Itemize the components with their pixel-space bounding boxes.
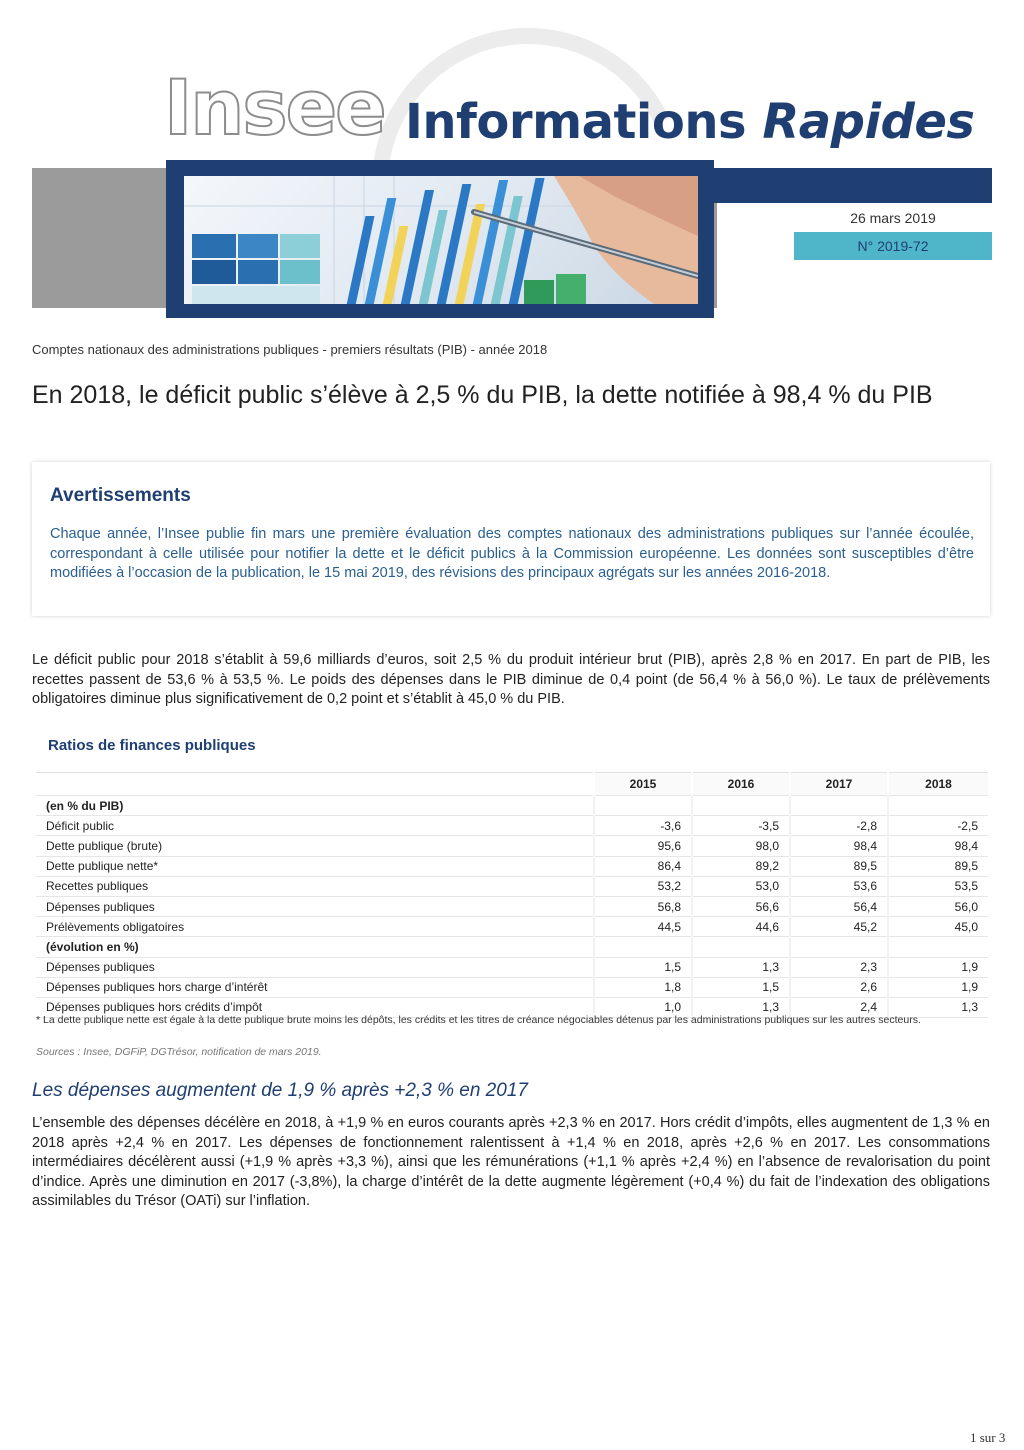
cell-value: 56,0 — [888, 896, 988, 916]
cell-value: 45,2 — [790, 917, 888, 937]
table-row — [36, 816, 988, 836]
table-row — [36, 876, 988, 896]
page-number: 1 sur 3 — [970, 1430, 1006, 1445]
chart-and-pen-illustration — [184, 176, 698, 304]
cell-value: 56,6 — [692, 896, 790, 916]
table-row — [36, 977, 988, 997]
table-section-row — [36, 796, 988, 816]
cell-value: 2,3 — [790, 957, 888, 977]
section-heading: Les dépenses augmentent de 1,9 % après +2,3 % en 2017 — [32, 1080, 528, 1101]
table-title: Ratios de finances publiques — [48, 737, 256, 754]
row-label: Prélèvements obligatoires — [36, 917, 594, 937]
publication-title-accent: Rapides — [762, 94, 975, 150]
cell-value: 1,8 — [594, 977, 692, 997]
cell-value: 89,5 — [888, 856, 988, 876]
cell-value: 1,5 — [692, 977, 790, 997]
header-blue-band — [700, 168, 992, 203]
table-row — [36, 836, 988, 856]
cell-value: 89,5 — [790, 856, 888, 876]
row-label: Dette publique nette* — [36, 856, 594, 876]
cell-value: -3,5 — [692, 816, 790, 836]
cell-value: 98,0 — [692, 836, 790, 856]
table-footnote: * La dette publique nette est égale à la dette publique brute moins les dépôts, les crédits et les titres de créance négociables détenus par les administrations publiques sur les autres secteurs. — [36, 1014, 921, 1026]
kicker: Comptes nationaux des administrations publiques - premiers résultats (PIB) - année 2018 — [32, 342, 548, 357]
cell-value: -2,8 — [790, 816, 888, 836]
cell-value: -2,5 — [888, 816, 988, 836]
ratios-table — [36, 772, 988, 1018]
table-source: Sources : Insee, DGFiP, DGTrésor, notification de mars 2019. — [36, 1046, 322, 1058]
row-label: Dépenses publiques — [36, 957, 594, 977]
table-row — [36, 957, 988, 977]
cell-value: 56,8 — [594, 896, 692, 916]
table-header-row — [36, 773, 988, 796]
insee-logo: Insee — [164, 63, 385, 152]
publication-number: N° 2019-72 — [794, 232, 992, 260]
section-paragraph: L’ensemble des dépenses décélère en 2018, à +1,9 % en euros courants après +2,3 % en 2017. Hors crédit d’impôts, elles augmentent de 1,3 % en 2018 après +2,4 % en 2017. Les dépenses de fonctionnement ralentissent à +1,4 % en 2018, après +2,6 % en 2017. Les consommations intermédiaires décélèrent aussi (+1,9 % après +3,3 %), ainsi que les rémunérations (+1,1 % après +2,4 %) en l’absence de revalorisation du point d’indice. Après une diminution en 2017 (-3,8%), la charge d’intérêt de la dette augmente légèrement (+0,4 %) du fait de l’indexation des obligations assimilables du Trésor (OATi) sur l’inflation. — [32, 1115, 990, 1209]
warning-title: Avertissements — [50, 485, 191, 506]
publication-title-main: Informations — [405, 94, 747, 150]
year-header: 2015 — [594, 773, 692, 796]
table-row — [36, 856, 988, 876]
table-row — [36, 896, 988, 916]
row-label: Recettes publiques — [36, 876, 594, 896]
publication-date: 26 mars 2019 — [794, 204, 992, 232]
cell-value: 56,4 — [790, 896, 888, 916]
row-label: Dépenses publiques — [36, 896, 594, 916]
cell-value: 1,3 — [692, 997, 790, 1017]
cell-value: 1,3 — [692, 957, 790, 977]
cell-value: 53,2 — [594, 876, 692, 896]
cell-value: 1,3 — [888, 997, 988, 1017]
cell-value: 2,4 — [790, 997, 888, 1017]
row-label: Dette publique (brute) — [36, 836, 594, 856]
cell-value: 98,4 — [790, 836, 888, 856]
cell-value: 45,0 — [888, 917, 988, 937]
row-label: Déficit public — [36, 816, 594, 836]
page-title: En 2018, le déficit public s’élève à 2,5 % du PIB, la dette notifiée à 98,4 % du PIB — [32, 381, 933, 409]
table-row — [36, 917, 988, 937]
year-header: 2018 — [888, 773, 988, 796]
cell-value: 53,6 — [790, 876, 888, 896]
warning-text: Chaque année, l’Insee publie fin mars une première évaluation des comptes nationaux des administrations publiques sur l’année écoulée, correspondant à celle utilisée pour notifier la dette et le déficit publics à la Commission européenne. Les données sont susceptibles d’être modifiées à l’occasion de la publication, le 15 mai 2019, des révisions des principaux agrégats sur les années 2016-2018. — [50, 526, 974, 581]
cell-value: 44,5 — [594, 917, 692, 937]
cell-value: -3,6 — [594, 816, 692, 836]
year-header: 2017 — [790, 773, 888, 796]
cell-value: 53,5 — [888, 876, 988, 896]
cell-value: 98,4 — [888, 836, 988, 856]
cell-value: 2,6 — [790, 977, 888, 997]
table-header-blank — [36, 773, 594, 796]
cell-value: 89,2 — [692, 856, 790, 876]
cell-value: 53,0 — [692, 876, 790, 896]
section-label: (en % du PIB) — [36, 796, 594, 816]
cell-value: 86,4 — [594, 856, 692, 876]
publication-title — [405, 94, 975, 150]
cell-value: 1,9 — [888, 977, 988, 997]
intro-paragraph: Le déficit public pour 2018 s’établit à 59,6 milliards d’euros, soit 2,5 % du produit intérieur brut (PIB), après 2,8 % en 2017. En part de PIB, les recettes passent de 53,6 % à 53,5 %. Le poids des dépenses dans le PIB diminue de 0,4 point (de 56,4 % à 56,0 %). Le taux de prélèvements obligatoires diminue plus significativement de 0,2 point et s’établit à 45,0 % du PIB. — [32, 652, 990, 707]
row-label: Dépenses publiques hors crédits d’impôt — [36, 997, 594, 1017]
cell-value: 1,9 — [888, 957, 988, 977]
cell-value: 1,0 — [594, 997, 692, 1017]
cell-value: 95,6 — [594, 836, 692, 856]
row-label: Dépenses publiques hors charge d’intérêt — [36, 977, 594, 997]
header-photo — [184, 176, 698, 304]
cell-value: 1,5 — [594, 957, 692, 977]
table-section-row — [36, 937, 988, 957]
year-header: 2016 — [692, 773, 790, 796]
cell-value: 44,6 — [692, 917, 790, 937]
section-label: (évolution en %) — [36, 937, 594, 957]
